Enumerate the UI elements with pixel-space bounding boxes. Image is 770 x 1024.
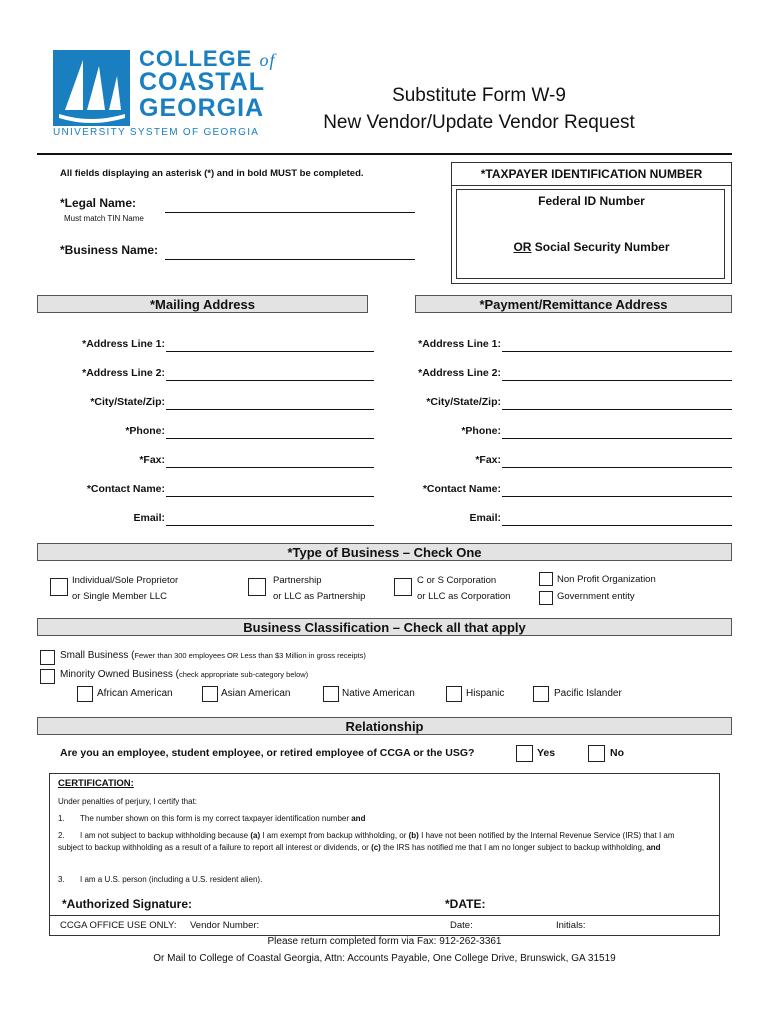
signature-field[interactable] — [200, 895, 440, 913]
mailing-city-field[interactable] — [166, 409, 374, 410]
corporation-label-1: C or S Corporation — [417, 575, 497, 586]
minority-checkbox[interactable] — [40, 669, 55, 684]
cert-item3: I am a U.S. person (including a U.S. resident alien). — [80, 875, 263, 884]
native-american-label: Native American — [342, 688, 415, 699]
cert-item2-b: I am exempt from backup withholding, or — [260, 831, 409, 840]
required-note: All fields displaying an asterisk (*) and in bold MUST be completed. — [60, 168, 364, 179]
office-use-row — [49, 915, 720, 916]
small-business-checkbox[interactable] — [40, 650, 55, 665]
logo-georgia: GEORGIA — [139, 94, 265, 122]
mailing-address-header: *Mailing Address — [37, 295, 368, 313]
header-rule — [37, 153, 732, 155]
certification-intro: Under penalties of perjury, I certify that: — [58, 797, 198, 806]
mailing-email-field[interactable] — [166, 525, 374, 526]
payment-email-field[interactable] — [502, 525, 732, 526]
partnership-checkbox[interactable] — [248, 578, 266, 596]
relationship-no-checkbox[interactable] — [588, 745, 605, 762]
office-use-label: CCGA OFFICE USE ONLY: — [60, 920, 177, 931]
ssn-or: OR — [513, 240, 532, 254]
form-title-line2: New Vendor/Update Vendor Request — [323, 112, 635, 133]
business-name-label: *Business Name: — [60, 243, 159, 257]
minority-note: check appropriate sub-category below) — [178, 670, 309, 679]
business-type-header: *Type of Business – Check One — [37, 543, 732, 561]
government-label: Government entity — [557, 591, 635, 602]
business-name-field[interactable] — [165, 259, 415, 260]
payment-fax-label: *Fax: — [475, 454, 501, 466]
cert-item1 — [80, 813, 365, 825]
cert-item2-d: the IRS has notified me that I am no longer subject to backup withholding, — [380, 843, 647, 852]
individual-label-1: Individual/Sole Proprietor — [72, 575, 179, 586]
tin-inner-box — [456, 189, 725, 279]
payment-phone-label: *Phone: — [461, 425, 501, 437]
tin-title: *TAXPAYER IDENTIFICATION NUMBER — [452, 163, 731, 186]
payment-phone-field[interactable] — [502, 438, 732, 439]
legal-name-label: *Legal Name: — [60, 196, 137, 210]
payment-contact-field[interactable] — [502, 496, 732, 497]
logo-of: of — [259, 50, 276, 70]
payment-addr1-field[interactable] — [502, 351, 732, 352]
mailing-fax-label: *Fax: — [139, 454, 165, 466]
corporation-checkbox[interactable] — [394, 578, 412, 596]
partnership-label-1: Partnership — [273, 575, 322, 586]
mailing-addr1-label: *Address Line 1: — [82, 338, 165, 350]
payment-city-label: *City/State/Zip: — [426, 396, 501, 408]
college-logo — [53, 46, 285, 141]
nonprofit-label: Non Profit Organization — [557, 574, 656, 585]
native-american-checkbox[interactable] — [323, 686, 339, 702]
cert-item2-b-label: (b) — [408, 831, 419, 840]
cert-item1-num: 1. — [58, 814, 65, 823]
logo-system: UNIVERSITY SYSTEM OF GEORGIA — [53, 127, 260, 138]
mailing-phone-field[interactable] — [166, 438, 374, 439]
certification-title: CERTIFICATION: — [58, 778, 134, 789]
small-business-label — [60, 650, 366, 661]
cert-item1-and: and — [351, 814, 366, 823]
pacific-islander-checkbox[interactable] — [533, 686, 549, 702]
mailing-phone-label: *Phone: — [125, 425, 165, 437]
date-field[interactable] — [495, 895, 710, 913]
payment-email-label: Email: — [469, 512, 501, 524]
individual-checkbox[interactable] — [50, 578, 68, 596]
relationship-yes-checkbox[interactable] — [516, 745, 533, 762]
relationship-header: Relationship — [37, 717, 732, 735]
relationship-no-label: No — [610, 747, 624, 759]
payment-addr1-label: *Address Line 1: — [418, 338, 501, 350]
legal-name-hint: Must match TIN Name — [64, 214, 144, 223]
government-checkbox[interactable] — [539, 591, 553, 605]
mailing-contact-label: *Contact Name: — [86, 483, 165, 495]
legal-name-field[interactable] — [165, 212, 415, 213]
mailing-city-label: *City/State/Zip: — [90, 396, 165, 408]
small-business-text: Small Business ( — [60, 650, 135, 661]
partnership-label-2: or LLC as Partnership — [273, 591, 366, 602]
payment-addr2-field[interactable] — [502, 380, 732, 381]
sailboat-logo-icon — [53, 50, 130, 126]
cert-item2 — [58, 830, 690, 854]
cert-item3-num: 3. — [58, 875, 65, 884]
payment-addr2-label: *Address Line 2: — [418, 367, 501, 379]
mailing-email-label: Email: — [133, 512, 165, 524]
date-label: *DATE: — [445, 897, 486, 911]
footer-mail: Or Mail to College of Coastal Georgia, Attn: Accounts Payable, One College Drive, Brunswick, GA 31519 — [153, 953, 616, 964]
logo-coastal: COASTAL — [139, 68, 265, 96]
cert-item2-and: and — [646, 843, 661, 852]
mailing-addr2-label: *Address Line 2: — [82, 367, 165, 379]
classification-header: Business Classification – Check all that apply — [37, 618, 732, 636]
cert-item2-c: I have not been notified by the Internal Revenue Service (IRS) that I am subject to backup withholding as a result of a failure to report all interest or dividends, or — [58, 831, 675, 852]
form-title-line1: Substitute Form W-9 — [392, 85, 566, 106]
mailing-fax-field[interactable] — [166, 467, 374, 468]
small-business-note: Fewer than 300 employees OR Less than $3 Million in gross receipts) — [134, 651, 366, 660]
cert-item1-text: The number shown on this form is my correct taxpayer identification number — [80, 814, 352, 823]
vendor-number-label: Vendor Number: — [190, 920, 260, 931]
cert-item2-a: I am not subject to backup withholding because — [80, 831, 251, 840]
initials-label: Initials: — [556, 920, 586, 931]
payment-fax-field[interactable] — [502, 467, 732, 468]
mailing-addr1-field[interactable] — [166, 351, 374, 352]
hispanic-label: Hispanic — [466, 688, 505, 699]
form-title — [290, 82, 668, 136]
individual-label-2: or Single Member LLC — [72, 591, 168, 602]
pacific-islander-label: Pacific Islander — [554, 688, 622, 699]
african-american-checkbox[interactable] — [77, 686, 93, 702]
logo-college: COLLEGE — [139, 46, 253, 71]
payment-city-field[interactable] — [502, 409, 732, 410]
nonprofit-checkbox[interactable] — [539, 572, 553, 586]
mailing-contact-field[interactable] — [166, 496, 374, 497]
asian-american-label: Asian American — [221, 688, 291, 699]
cert-item2-a-label: (a) — [250, 831, 261, 840]
office-date-label: Date: — [450, 920, 473, 931]
african-american-label: African American — [97, 688, 173, 699]
asian-american-checkbox[interactable] — [202, 686, 218, 702]
cert-item2-c-label: (c) — [371, 843, 381, 852]
hispanic-checkbox[interactable] — [446, 686, 462, 702]
payment-address-header: *Payment/Remittance Address — [415, 295, 732, 313]
footer-fax: Please return completed form via Fax: 912-262-3361 — [267, 936, 502, 947]
cert-item2-num: 2. — [58, 831, 65, 840]
mailing-addr2-field[interactable] — [166, 380, 374, 381]
tin-box — [451, 162, 732, 284]
minority-text: Minority Owned Business ( — [60, 669, 179, 680]
federal-id-label[interactable]: Federal ID Number — [538, 194, 645, 208]
minority-label — [60, 669, 308, 680]
signature-label: *Authorized Signature: — [62, 897, 193, 911]
relationship-question: Are you an employee, student employee, or retired employee of CCGA or the USG? — [60, 747, 475, 759]
corporation-label-2: or LLC as Corporation — [417, 591, 511, 602]
ssn-text: Social Security Number — [531, 240, 670, 254]
relationship-yes-label: Yes — [537, 747, 556, 759]
payment-contact-label: *Contact Name: — [422, 483, 501, 495]
